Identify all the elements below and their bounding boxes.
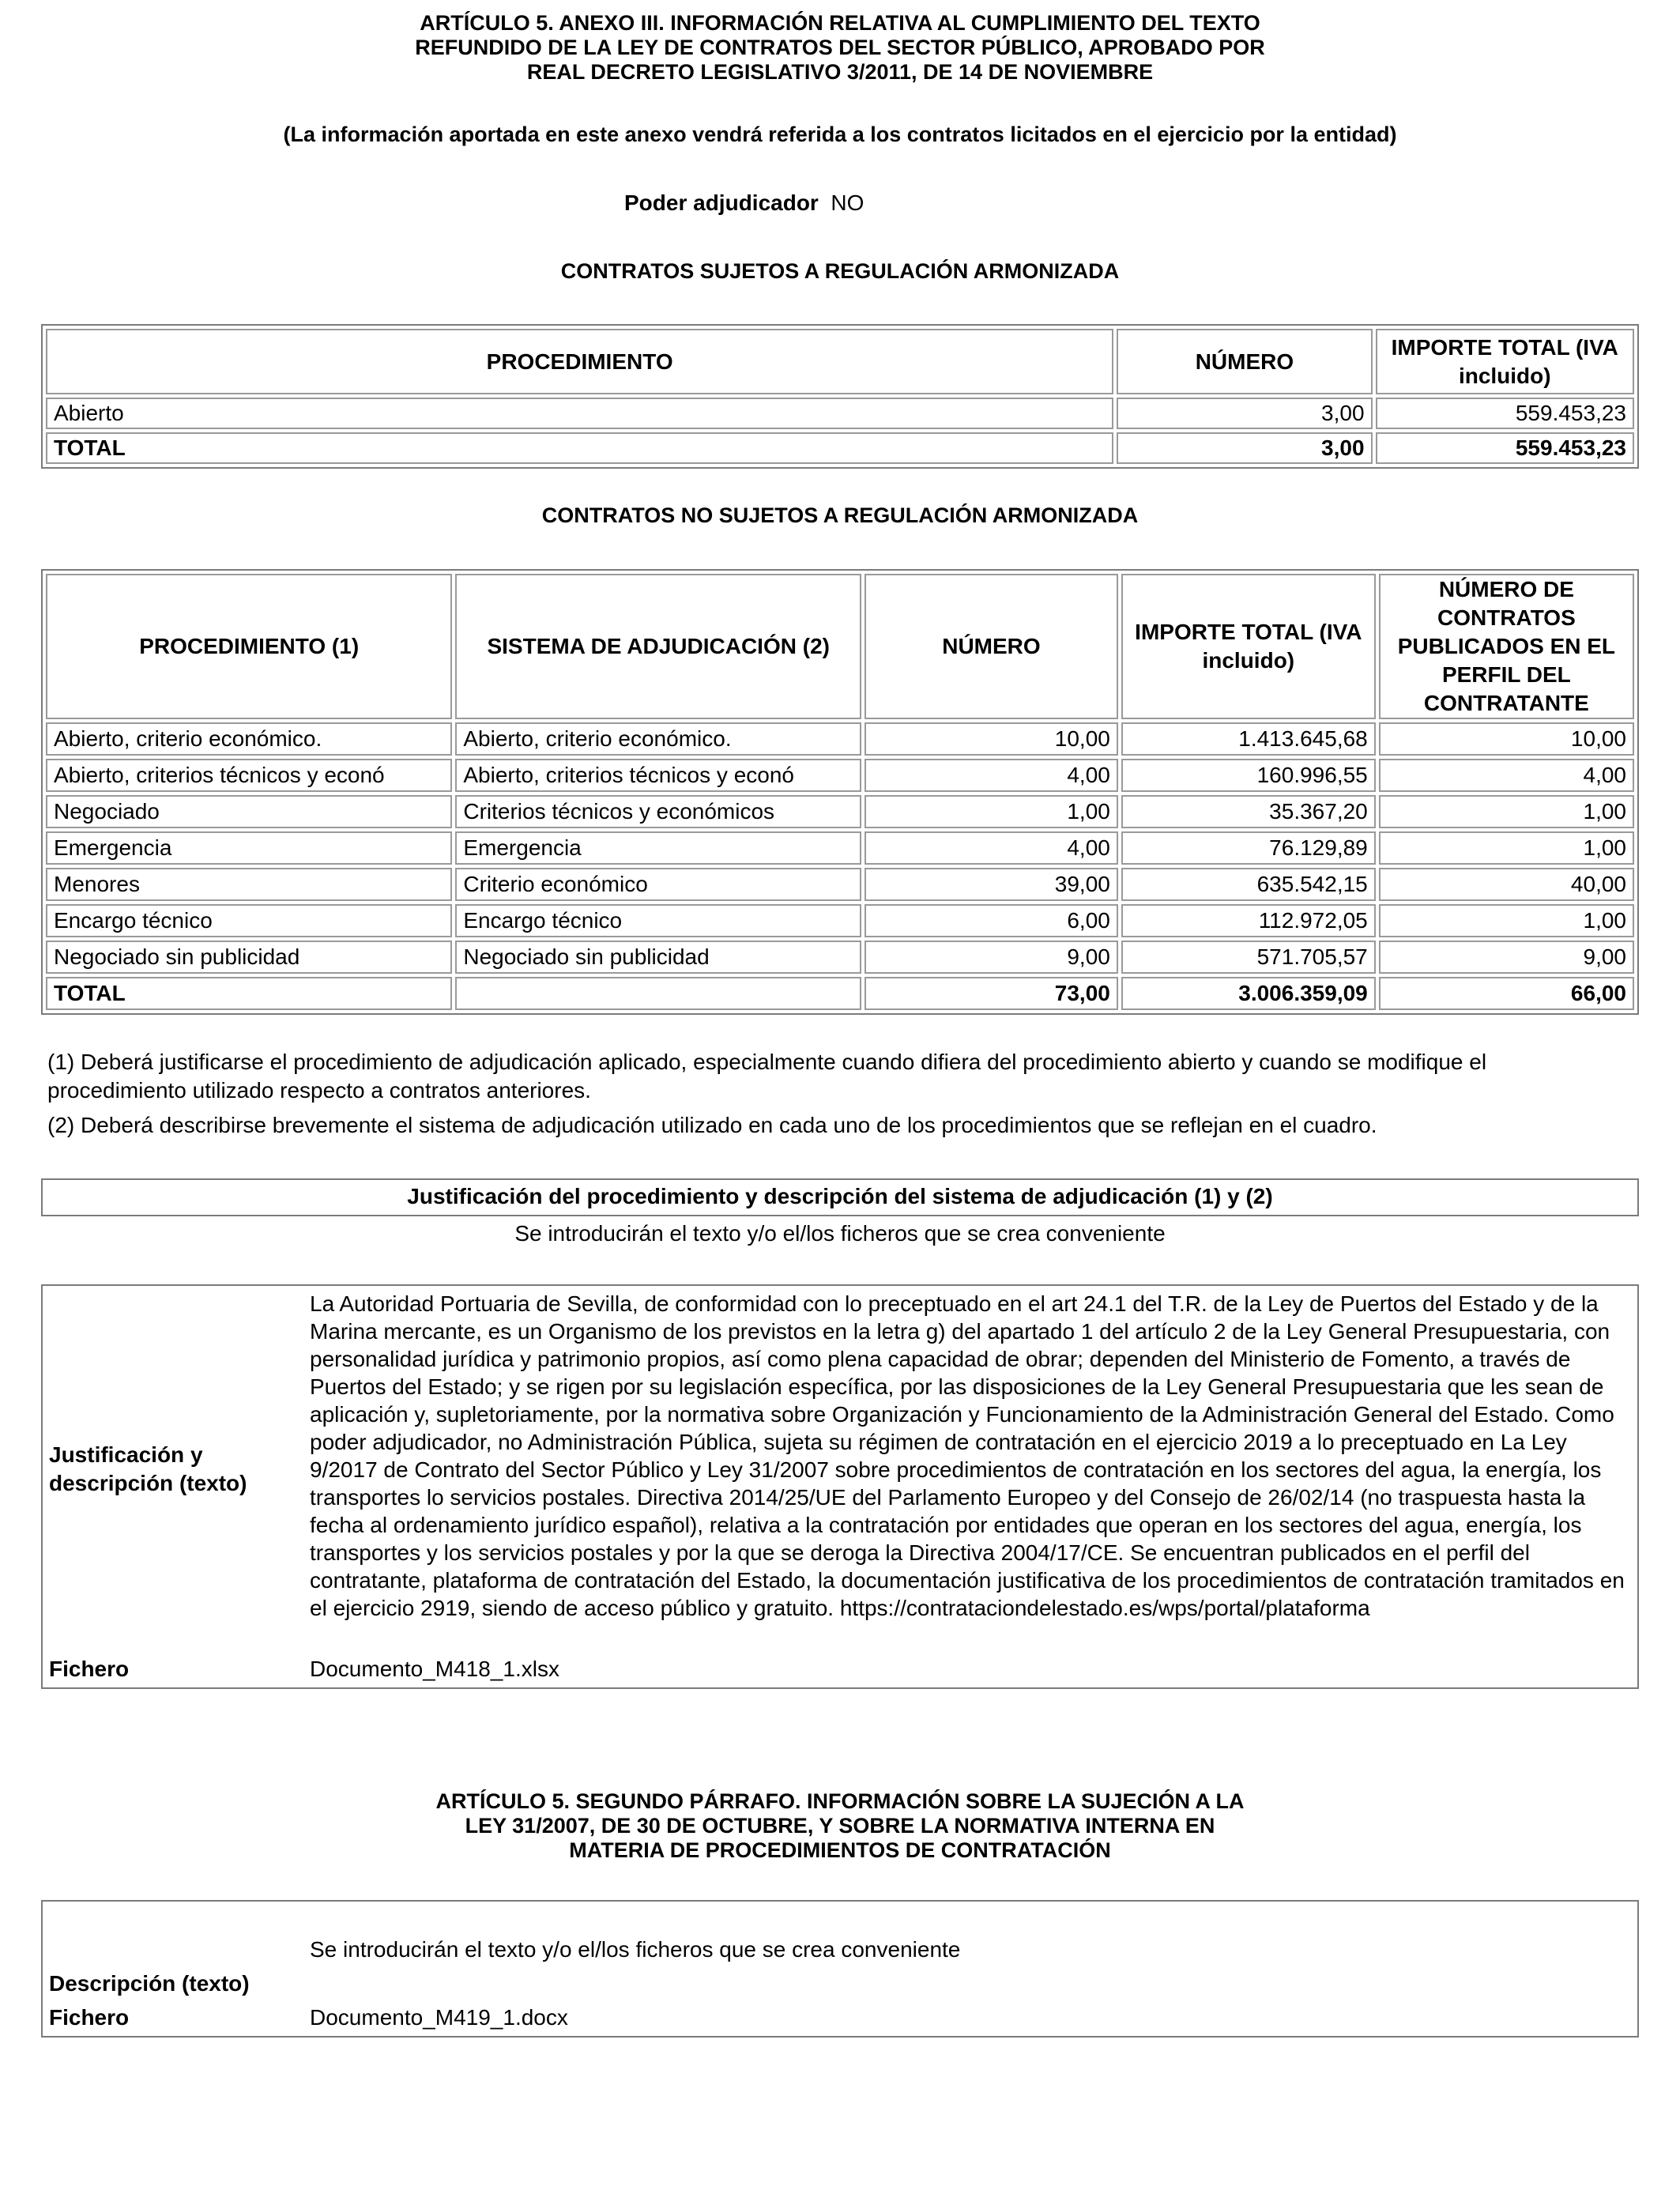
cell-total-label: TOTAL — [46, 977, 452, 1010]
armonizada-table — [41, 324, 1639, 469]
segundo-content-box — [41, 1900, 1639, 2038]
cell-total-importe: 559.453,23 — [1376, 432, 1634, 464]
fichero-label: Fichero — [49, 1657, 130, 1681]
cell-sistema: Criterios técnicos y económicos — [455, 795, 861, 828]
segundo-fichero-label: Fichero — [49, 2005, 130, 2030]
fichero-value: Documento_M418_1.xlsx — [310, 1657, 559, 1681]
segundo-title-line: LEY 31/2007, DE 30 DE OCTUBRE, Y SOBRE LA NORMATIVA INTERNA EN — [465, 1814, 1215, 1838]
cell-importe: 559.453,23 — [1376, 398, 1634, 429]
main-title-line: REAL DECRETO LEGISLATIVO 3/2011, DE 14 DE NOVIEMBRE — [526, 60, 1154, 84]
cell-publicados: 4,00 — [1379, 759, 1634, 792]
cell-numero: 4,00 — [864, 831, 1118, 865]
no-armonizada-title: CONTRATOS NO SUJETOS A REGULACIÓN ARMONIZADA — [541, 503, 1139, 527]
subtitle: (La información aportada en este anexo vendrá referida a los contratos licitados en el ejercicio por la entidad) — [283, 123, 1397, 146]
cell-procedimiento: Abierto, criterios técnicos y econó — [46, 759, 452, 792]
poder-adjudicador — [624, 190, 864, 217]
cell-sistema: Criterio económico — [455, 868, 861, 901]
no-armonizada-table — [41, 569, 1639, 1015]
cell-numero: 39,00 — [864, 868, 1118, 901]
segundo-fichero-value: Documento_M419_1.docx — [310, 2005, 568, 2030]
table-header-row — [46, 329, 1634, 394]
footnote-2: (2) Deberá describirse brevemente el sistema de adjudicación utilizado en cada uno de los procedimientos que se reflejan en el cuadro. — [47, 1113, 1377, 1137]
cell-numero: 9,00 — [864, 941, 1118, 974]
cell-procedimiento: Emergencia — [46, 831, 452, 865]
cell-sistema: Abierto, criterio económico. — [455, 722, 861, 756]
cell-publicados: 10,00 — [1379, 722, 1634, 756]
cell-procedimiento: Abierto — [46, 398, 1113, 429]
cell-sistema: Negociado sin publicidad — [455, 941, 861, 974]
table-row — [46, 904, 1634, 937]
cell-sistema: Encargo técnico — [455, 904, 861, 937]
justificacion-text: La Autoridad Portuaria de Sevilla, de conformidad con lo preceptuado en el art 24.1 del T.R. de la Ley de Puertos del Estado y de la Marina mercante, es un Organismo de los previstos en la letra g) del apartado 1 del artículo 2 de la Ley General Presupuestaria, con personalidad jurídica y patrimonio propios, así como plena capacidad de obrar; dependen del Ministerio de Fomento, a través de Puertos del Estado; y se rigen por su legislación específica, por las disposiciones de la Ley General Presupuestaria que les sean de aplicación y, supletoriamente, por la normativa sobre Organización y Funcionamiento de la Administración General del Estado. Como poder adjudicador, no Administración Pública, sujeta su régimen de contratación en el ejercicio 2019 a lo preceptuado en La Ley 9/2017 de Contrato del Sector Público y Ley 31/2007 sobre procedimientos de contratación en los sectores del agua, la energía, los transportes lo servicios postales. Directiva 2014/25/UE del Parlamento Europeo y del Consejo de 26/02/14 (no traspuesta hasta la fecha al ordenamiento jurídico español), relativa a la contratación por entidades que operan en los sectores del agua, energía, los transportes y los servicios postales y por la que se deroga la Directiva 2004/17/CE. Se encuentran publicados en el perfil del contratante, plataforma de contratación del Estado, la documentación justificativa de los procedimientos de contratación tramitados en el ejercicio 2919, siendo de acceso público y gratuito. https://contrataciondelestado.es/wps/portal/plataforma — [310, 1291, 1625, 1620]
descripcion-label: Descripción (texto) — [49, 1971, 250, 1996]
main-title-line: ARTÍCULO 5. ANEXO III. INFORMACIÓN RELATIVA AL CUMPLIMIENTO DEL TEXTO — [420, 11, 1260, 35]
table-total-row — [46, 977, 1634, 1010]
table-row — [46, 795, 1634, 828]
cell-importe: 160.996,55 — [1121, 759, 1376, 792]
poder-label: Poder adjudicador — [624, 190, 819, 215]
justificacion-label: Justificación y descripción (texto) — [49, 1442, 247, 1495]
armonizada-title: CONTRATOS SUJETOS A REGULACIÓN ARMONIZADA — [560, 259, 1120, 283]
cell-importe: 571.705,57 — [1121, 941, 1376, 974]
cell-total-numero: 3,00 — [1117, 432, 1372, 464]
table-row — [46, 868, 1634, 901]
cell-importe: 76.129,89 — [1121, 831, 1376, 865]
segundo-title-line: ARTÍCULO 5. SEGUNDO PÁRRAFO. INFORMACIÓN SOBRE LA SUJECIÓN A LA — [435, 1789, 1245, 1813]
footnote-1: (1) Deberá justificarse el procedimiento de adjudicación aplicado, especialmente cuando difiera del procedimiento abierto y cuando se modifique el procedimiento utilizado respecto a contratos anteriores. — [47, 1050, 1487, 1103]
table-header-row — [46, 574, 1634, 719]
cell-publicados: 40,00 — [1379, 868, 1634, 901]
cell-importe: 635.542,15 — [1121, 868, 1376, 901]
segundo-title — [0, 1789, 1680, 1863]
justificacion-title: Justificación del procedimiento y descripción del sistema de adjudicación (1) y (2) — [407, 1184, 1273, 1208]
table-row — [46, 398, 1634, 429]
cell-total-numero: 73,00 — [864, 977, 1118, 1010]
col-header-procedimiento: PROCEDIMIENTO — [46, 329, 1113, 394]
cell-procedimiento: Encargo técnico — [46, 904, 452, 937]
cell-publicados: 9,00 — [1379, 941, 1634, 974]
col-header-importe: IMPORTE TOTAL (IVA incluido) — [1121, 574, 1376, 719]
cell-procedimiento: Negociado sin publicidad — [46, 941, 452, 974]
segundo-title-line: MATERIA DE PROCEDIMIENTOS DE CONTRATACIÓN — [569, 1838, 1111, 1862]
table-row — [46, 941, 1634, 974]
table-row — [46, 831, 1634, 865]
cell-importe: 112.972,05 — [1121, 904, 1376, 937]
cell-procedimiento: Negociado — [46, 795, 452, 828]
table-total-row — [46, 432, 1634, 464]
cell-total-importe: 3.006.359,09 — [1121, 977, 1376, 1010]
col-header-numero: NÚMERO — [1117, 329, 1372, 394]
cell-procedimiento: Abierto, criterio económico. — [46, 722, 452, 756]
cell-publicados: 1,00 — [1379, 795, 1634, 828]
cell-numero: 3,00 — [1117, 398, 1372, 429]
cell-importe: 35.367,20 — [1121, 795, 1376, 828]
col-header-sistema: SISTEMA DE ADJUDICACIÓN (2) — [455, 574, 861, 719]
cell-sistema: Emergencia — [455, 831, 861, 865]
col-header-publicados: NÚMERO DE CONTRATOS PUBLICADOS EN EL PERFIL DEL CONTRATANTE — [1379, 574, 1634, 719]
cell-total-label: TOTAL — [46, 432, 1113, 464]
justificacion-hint: Se introducirán el texto y/o el/los ficheros que se crea conveniente — [514, 1221, 1166, 1246]
col-header-procedimiento: PROCEDIMIENTO (1) — [46, 574, 452, 719]
main-title — [0, 11, 1680, 85]
cell-numero: 1,00 — [864, 795, 1118, 828]
cell-numero: 6,00 — [864, 904, 1118, 937]
segundo-hint: Se introducirán el texto y/o el/los ficheros que se crea conveniente — [310, 1937, 961, 1962]
table-row — [46, 759, 1634, 792]
justificacion-title-box — [41, 1178, 1639, 1216]
poder-value: NO — [831, 190, 864, 215]
col-header-importe: IMPORTE TOTAL (IVA incluido) — [1376, 329, 1634, 394]
cell-importe: 1.413.645,68 — [1121, 722, 1376, 756]
cell-numero: 10,00 — [864, 722, 1118, 756]
cell-publicados: 1,00 — [1379, 831, 1634, 865]
cell-total-publicados: 66,00 — [1379, 977, 1634, 1010]
cell-publicados: 1,00 — [1379, 904, 1634, 937]
cell-procedimiento: Menores — [46, 868, 452, 901]
cell-sistema: Abierto, criterios técnicos y econó — [455, 759, 861, 792]
cell-numero: 4,00 — [864, 759, 1118, 792]
col-header-numero: NÚMERO — [864, 574, 1118, 719]
main-title-line: REFUNDIDO DE LA LEY DE CONTRATOS DEL SECTOR PÚBLICO, APROBADO POR — [415, 36, 1265, 59]
table-row — [46, 722, 1634, 756]
cell-total-sistema — [455, 977, 861, 1010]
